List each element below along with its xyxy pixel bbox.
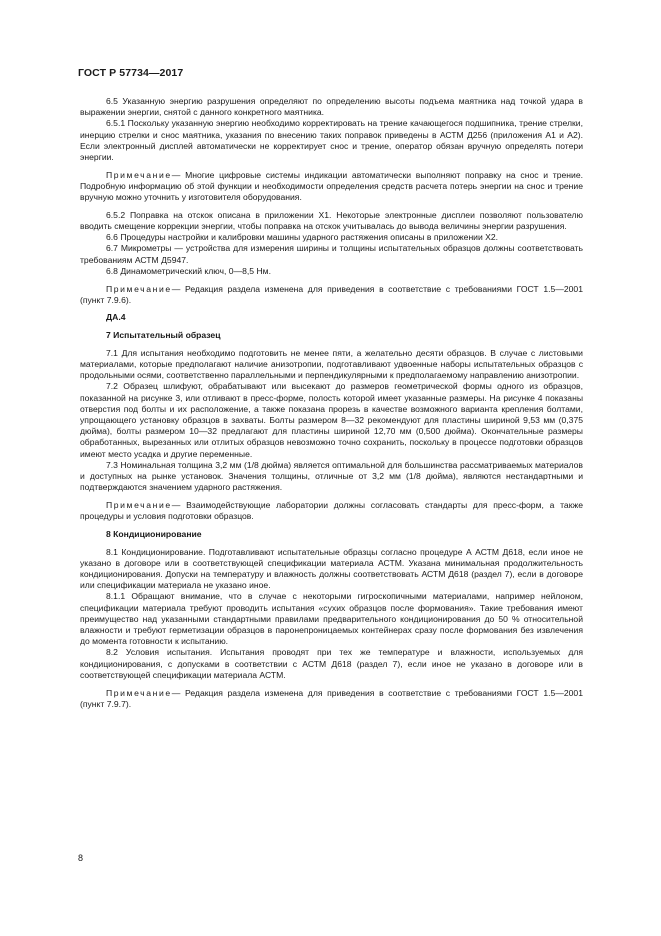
note-text: — Многие цифровые системы индикации автоматически выполняют поправку на снос и трение. Подробную информацию об этой функции и необходимости определения средств расчета потерь энергии на снос и трение вручную можно уточнить у изготовителя оборудования. [80,169,583,203]
document-body [80,96,583,710]
paragraph-7-3: 7.3 Номинальная толщина 3,2 мм (1/8 дюйма) является оптимальной для большинства рассматриваемых материалов и доступных на рынке установок. Значения толщины, отличные от 3,2 мм (1/8 дюйма), являются нестандартными и подтверждаются значением ударного растяжения. [80,459,583,493]
paragraph-6-8: 6.8 Динамометрический ключ, 0—8,5 Нм. [106,265,271,276]
note-3 [80,500,583,522]
section-heading-7: 7 Испытательный образец [106,330,221,341]
paragraph-7-1: 7.1 Для испытания необходимо подготовить не менее пяти, а желательно десяти образцов. В случае с листовыми материалами, которые предполагают наличие анизотропии, подготавливают удвоенные наборы испытательных образцов с продольными осями, соответственно параллельными и перпендикулярными к предполагаемому направлению анизотропии. [80,347,583,381]
paragraph-6-5-2: 6.5.2 Поправка на отскок описана в приложении Х1. Некоторые электронные дисплеи позволяют пользователю вводить смещение коррекции энергии, чтобы поправка на отскок учитывалась до вывода величины энергии разрушения. [80,209,583,232]
paragraph-7-2: 7.2 Образец шлифуют, обрабатывают или высекают до размеров геометрической формы одного из образцов, показанной на рисунке 3, или отливают в пресс-форме, полость которой имеет указанные размеры. На рисунке 4 показаны отверстия под болты и их расположение, а также показана прорезь в качестве возможного варианта крепления болтами, упрощающего установку образцов в захваты. Болты размером 8—32 рекомендуют для пластины шириной 9,53 мм (0,375 дюйма), болты размером 10—32 предлагают для пластины шириной 12,70 мм (0,500 дюйма). Окончательные размеры обработанных, вырезанных или отлитых образцов невозможно точно сохранить, поскольку в процессе подготовки образцов имеют место усадка и другие переменные. [80,381,583,459]
paragraph-6-5-1: 6.5.1 Поскольку указанную энергию необходимо корректировать на трение качающегося подшипника, трение стрелки, инерцию стрелки и снос маятника, указания по внесению таких поправок приведены в АСТМ Д256 (приложения А1 и А2). Если электронный дисплей автоматически не корректирует снос и трение, оператор обязан вручную определять потери энергии. [80,118,583,163]
paragraph-6-6: 6.6 Процедуры настройки и калибровки машины ударного растяжения описаны в приложении Х2. [106,232,499,243]
note-text: — Взаимодействующие лаборатории должны согласовать стандарты для пресс-форм, а также процедуры и условия подготовки образцов. [80,500,583,522]
document-header: ГОСТ Р 57734—2017 [78,67,184,79]
paragraph-6-7: 6.7 Микрометры — устройства для измерения ширины и толщины испытательных образцов должны соответствовать требованиям АСТМ Д5947. [80,243,583,265]
note-text: — Редакция раздела изменена для приведения в соответствие с требованиями ГОСТ 1.5—2001 (пункт 7.9.7). [80,687,583,709]
note-2 [80,284,583,306]
note-label: Примечание [106,169,172,180]
paragraph-6-5: 6.5 Указанную энергию разрушения определяют по определению высоты подъема маятника над точкой удара в выражении энергии, снятой с данного конкретного маятника. [80,96,583,118]
note-label: Примечание [106,687,172,698]
note-label: Примечание [106,283,172,294]
section-heading-8: 8 Кондиционирование [106,528,202,539]
paragraph-8-2: 8.2 Условия испытания. Испытания проводят при тех же температуре и влажности, используемых для кондиционирования, с допусками в соответствии с АСТМ Д618 (раздел 7), если иное не указано в договоре или в соответствующей спецификации материала АСТМ. [80,647,583,680]
note-1 [80,170,583,204]
paragraph-8-1-1: 8.1.1 Обращают внимание, что в случае с некоторыми гигроскопичными материалами, например нейлоном, спецификации материала требуют проводить испытания «сухих образцов после формования». Такие требования имеют преимущество над указанными стандартными правилами предварительного кондиционирования до 50 % относительной влажности и требуют герметизации образцов в паронепроницаемых контейнерах сразу после формования без извлечения до момента готовности к испытанию. [80,591,583,647]
note-4 [80,688,583,710]
page-number: 8 [78,853,84,863]
paragraph-8-1: 8.1 Кондиционирование. Подготавливают испытательные образцы согласно процедуре А АСТМ Д618, если иное не указано в договоре или в соответствующей спецификации материала АСТМ. Указана минимальная продолжительность кондиционирования. Допуски на температуру и влажность должны соответствовать АСТМ Д618 (раздел 7), если в договоре или спецификации материала не указано иное. [80,546,583,591]
note-text: — Редакция раздела изменена для приведения в соответствие с требованиями ГОСТ 1.5—2001 (пункт 7.9.6). [80,283,583,305]
note-label: Примечание [106,500,172,510]
appendix-heading-da4: ДА.4 [106,312,126,323]
